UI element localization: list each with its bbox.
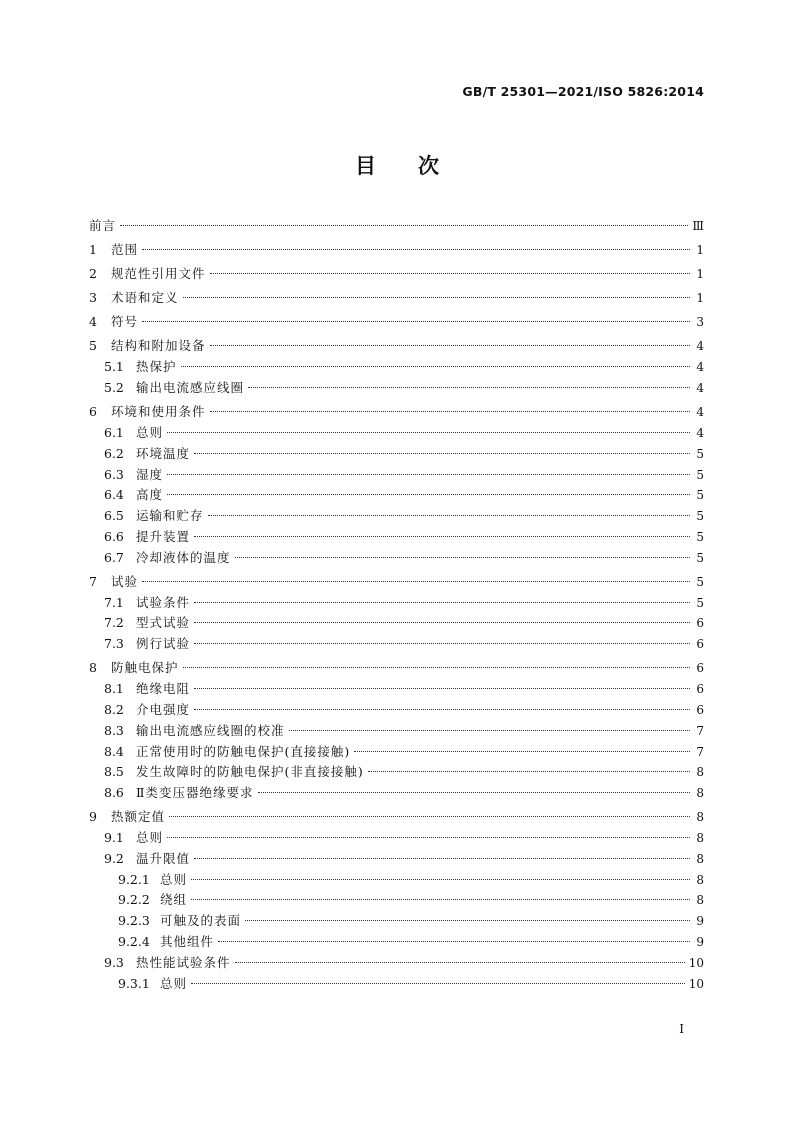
toc-entry[interactable] [89,336,704,357]
toc-entry-label: 总则 [160,975,188,991]
toc-entry-page: 8 [696,810,704,825]
toc-entry-page: 1 [696,243,704,258]
toc-entry[interactable] [89,402,704,423]
toc-entry-number: 8.4 [104,743,124,759]
toc-entry-number: 9.2.2 [118,892,150,908]
toc-entry-label: 输出电流感应线圈 [136,380,245,396]
toc-entry-number: 7.2 [104,615,124,631]
toc-entry[interactable] [89,485,704,506]
toc-entry-page: 9 [696,914,704,929]
toc-entry-page: 5 [696,488,704,503]
toc-entry-label: Ⅱ类变压器绝缘要求 [136,785,254,801]
toc-entry-page: 6 [696,661,704,676]
toc-entry-page: 6 [696,682,704,697]
toc-entry-page: 1 [696,267,704,282]
toc-entry-page: 8 [696,851,704,866]
toc-entry-page: 5 [696,550,704,565]
toc-entry[interactable] [89,423,704,444]
toc-dot-leader [194,453,690,454]
toc-entry-label: 范围 [111,242,139,258]
toc-entry[interactable] [89,953,704,974]
toc-entry[interactable] [89,216,704,237]
toc-entry[interactable] [89,974,704,995]
toc-dot-leader [210,411,690,412]
toc-entry[interactable] [89,634,704,655]
toc-entry-label: 正常使用时的防触电保护(直接接触) [136,743,351,759]
toc-entry-label: 湿度 [136,466,164,482]
toc-entry-label: 总则 [160,871,188,887]
toc-dot-leader [167,837,690,838]
toc-entry-number: 4 [89,314,97,330]
toc-entry[interactable] [89,870,704,891]
toc-entry-label: 冷却液体的温度 [136,549,231,565]
toc-dot-leader [167,474,690,475]
toc-entry-number: 7.3 [104,636,124,652]
toc-entry-number: 8 [89,660,97,676]
table-of-contents [89,216,704,994]
toc-entry-label: 环境温度 [136,445,191,461]
toc-entry-page: 8 [696,830,704,845]
toc-entry-label: 可触及的表面 [160,913,242,929]
toc-entry-number: 6.5 [104,508,124,524]
toc-entry-label: 符号 [111,314,139,330]
toc-entry[interactable] [89,911,704,932]
toc-entry[interactable] [89,465,704,486]
toc-dot-leader [194,643,690,644]
toc-entry-page: 10 [688,976,704,991]
toc-dot-leader [194,858,690,859]
toc-entry-page: 4 [696,425,704,440]
toc-dot-leader [142,581,690,582]
toc-dot-leader [368,771,690,772]
toc-dot-leader [248,387,690,388]
toc-entry-page: 8 [696,872,704,887]
toc-entry-label: 高度 [136,487,164,503]
toc-dot-leader [194,602,690,603]
toc-dot-leader [210,345,690,346]
toc-dot-leader [258,792,691,793]
toc-dot-leader [194,622,690,623]
toc-entry-label: 温升限值 [136,850,191,866]
toc-entry-page: 7 [696,744,704,759]
toc-dot-leader [218,941,690,942]
toc-dot-leader [142,249,690,250]
toc-entry-number: 7 [89,573,97,589]
toc-entry-label: 试验条件 [136,594,191,610]
toc-entry[interactable] [89,527,704,548]
toc-entry-label: 试验 [111,573,139,589]
toc-entry-number: 6 [89,404,97,420]
toc-entry-number: 6.3 [104,466,124,482]
toc-dot-leader [167,432,690,433]
toc-entry[interactable] [89,658,704,679]
toc-entry[interactable] [89,264,704,285]
toc-entry-number: 9.3.1 [118,975,150,991]
toc-entry[interactable] [89,506,704,527]
toc-entry-number: 9 [89,809,97,825]
toc-dot-leader [191,879,690,880]
toc-entry-page: 4 [696,405,704,420]
toc-entry-number: 5 [89,338,97,354]
toc-dot-leader [194,536,690,537]
toc-entry-label: 热保护 [136,359,177,375]
toc-entry-label: 绝缘电阻 [136,681,191,697]
toc-entry-number: 9.2.4 [118,933,150,949]
toc-dot-leader [235,962,685,963]
toc-entry-page: 4 [696,381,704,396]
toc-entry[interactable] [89,807,704,828]
toc-entry[interactable] [89,700,704,721]
toc-dot-leader [191,983,685,984]
toc-entry-number: 5.1 [104,359,124,375]
toc-entry[interactable] [89,312,704,333]
toc-entry-number: 2 [89,266,97,282]
toc-entry-label: 运输和贮存 [136,508,204,524]
toc-entry-number: 9.1 [104,829,124,845]
toc-entry[interactable] [89,613,704,634]
toc-entry-label: 型式试验 [136,615,191,631]
toc-entry-number: 9.2.3 [118,913,150,929]
toc-dot-leader [208,515,690,516]
toc-entry-label: 例行试验 [136,636,191,652]
toc-entry[interactable] [89,679,704,700]
toc-entry-number: 6.1 [104,424,124,440]
toc-entry-number: 9.2 [104,850,124,866]
toc-entry[interactable] [89,572,704,593]
toc-entry[interactable] [89,742,704,763]
toc-entry[interactable] [89,762,704,783]
toc-entry-number: 8.1 [104,681,124,697]
toc-entry[interactable] [89,849,704,870]
toc-dot-leader [181,366,690,367]
toc-entry-page: 5 [696,509,704,524]
toc-entry-label: 环境和使用条件 [111,404,206,420]
toc-entry-number: 8.3 [104,722,124,738]
toc-entry-number: 5.2 [104,380,124,396]
toc-dot-leader [289,730,690,731]
toc-entry[interactable] [89,444,704,465]
toc-entry-page: 5 [696,574,704,589]
toc-dot-leader [183,667,690,668]
toc-entry-page: 3 [696,315,704,330]
toc-dot-leader [120,225,688,226]
toc-entry-label: 前言 [89,218,117,233]
toc-entry-page: 4 [696,360,704,375]
toc-entry-number: 7.1 [104,594,124,610]
toc-entry-page: Ⅲ [692,219,704,233]
toc-entry-page: 6 [696,616,704,631]
toc-entry[interactable] [89,783,704,804]
toc-dot-leader [194,688,690,689]
toc-dot-leader [235,557,690,558]
toc-entry[interactable] [89,240,704,261]
toc-entry-page: 9 [696,934,704,949]
toc-entry-page: 5 [696,595,704,610]
toc-entry-number: 6.2 [104,445,124,461]
toc-entry-label: 术语和定义 [111,290,179,306]
toc-entry-label: 防触电保护 [111,660,179,676]
toc-dot-leader [210,273,690,274]
toc-entry-page: 5 [696,467,704,482]
toc-dot-leader [194,709,690,710]
toc-entry-page: 5 [696,446,704,461]
toc-entry-page: 7 [696,723,704,738]
toc-entry-number: 6.4 [104,487,124,503]
toc-entry[interactable] [89,828,704,849]
toc-dot-leader [142,321,690,322]
toc-entry-page: 5 [696,529,704,544]
toc-entry[interactable] [89,288,704,309]
toc-entry[interactable] [89,593,704,614]
toc-dot-leader [354,751,690,752]
toc-dot-leader [191,899,690,900]
page-number: I [679,1022,684,1036]
toc-entry[interactable] [89,357,704,378]
toc-entry-page: 6 [696,702,704,717]
toc-entry-page: 8 [696,893,704,908]
toc-entry-label: 其他组件 [160,933,215,949]
toc-entry[interactable] [89,378,704,399]
toc-entry-number: 9.2.1 [118,871,150,887]
toc-entry[interactable] [89,721,704,742]
toc-entry-page: 4 [696,339,704,354]
page-title: 目 次 [355,154,439,178]
toc-entry-number: 6.7 [104,549,124,565]
toc-entry-number: 3 [89,290,97,306]
toc-entry-page: 10 [688,955,704,970]
toc-entry-label: 提升装置 [136,528,191,544]
toc-entry-label: 规范性引用文件 [111,266,206,282]
toc-entry-number: 9.3 [104,954,124,970]
standard-code: GB/T 25301—2021/ISO 5826:2014 [462,84,704,99]
toc-entry-label: 热性能试验条件 [136,954,231,970]
toc-entry[interactable] [89,932,704,953]
toc-entry-label: 输出电流感应线圈的校准 [136,722,285,738]
toc-entry-number: 1 [89,242,97,258]
toc-entry-label: 热额定值 [111,809,166,825]
toc-entry-label: 总则 [136,829,164,845]
toc-entry-label: 发生故障时的防触电保护(非直接接触) [136,764,364,780]
toc-entry-page: 1 [696,291,704,306]
toc-entry-page: 8 [696,786,704,801]
toc-entry-label: 总则 [136,424,164,440]
toc-entry-page: 8 [696,765,704,780]
toc-dot-leader [183,297,690,298]
toc-entry[interactable] [89,548,704,569]
toc-entry-label: 介电强度 [136,701,191,717]
toc-entry-label: 绕组 [160,892,188,908]
toc-entry-number: 8.2 [104,701,124,717]
toc-dot-leader [169,816,690,817]
toc-entry-number: 6.6 [104,528,124,544]
toc-dot-leader [167,494,690,495]
toc-entry-page: 6 [696,637,704,652]
toc-entry[interactable] [89,890,704,911]
toc-entry-number: 8.6 [104,785,124,801]
toc-dot-leader [245,920,690,921]
toc-entry-number: 8.5 [104,764,124,780]
toc-entry-label: 结构和附加设备 [111,338,206,354]
